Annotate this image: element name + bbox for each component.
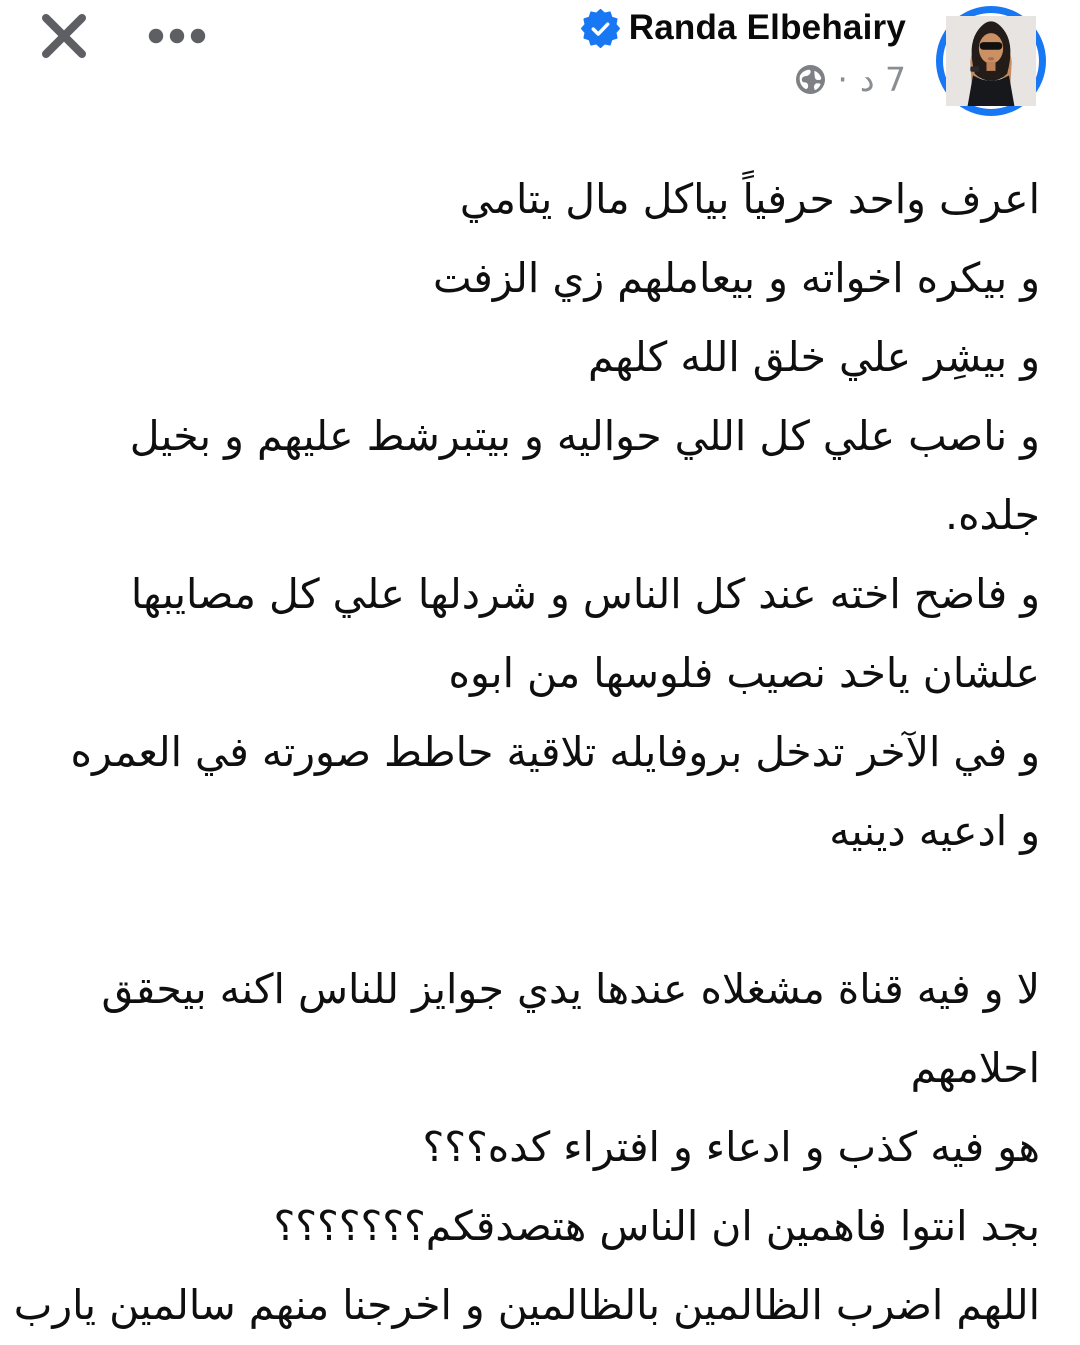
post-line: اعرف واحد حرفياً بياكل مال يتامي [459, 175, 1040, 223]
three-dots-icon [148, 11, 206, 61]
separator-dot: · [837, 60, 848, 99]
post-line: و ناصب علي كل اللي حواليه و بيتبرشط عليهم و بخيل جلده. [129, 412, 1040, 539]
timestamp: 7 د [859, 60, 906, 99]
post-line: و بيشِر علي خلق الله كلهم [588, 333, 1040, 381]
profile-name[interactable]: Randa Elbehairy [628, 8, 906, 47]
more-options-button[interactable] [148, 11, 206, 61]
globe-public-icon [796, 65, 825, 94]
post-line: و فاضح اخته عند كل الناس و شردلها علي كل مصايبها علشان ياخد نصيب فلوسها من ابوه [130, 570, 1040, 697]
post-text [0, 132, 1080, 1345]
avatar[interactable] [936, 6, 1046, 116]
post-line: لا و فيه قناة مشغلاه عندها يدي جوايز للناس اكنه بيحقق احلامهم [101, 965, 1040, 1092]
post-line: و في الآخر تدخل بروفايله تلاقية حاطط صورته في العمره و ادعيه دينيه [70, 728, 1040, 855]
avatar-photo [946, 16, 1036, 106]
verified-badge-icon [582, 10, 619, 47]
post-line: و بيكره اخواته و بيعاملهم زي الزفت [432, 254, 1040, 302]
timestamp-row [796, 60, 906, 99]
name-row [582, 8, 906, 48]
identity-block [582, 8, 906, 99]
close-button[interactable] [38, 10, 90, 62]
post-paragraphs [50, 160, 1040, 1266]
post-line: بجد انتوا فاهمين ان الناس هتصدقكم؟؟؟؟؟؟؟ [273, 1202, 1040, 1250]
post-line [50, 871, 1040, 950]
post-line-closing [13, 1266, 1040, 1345]
close-x-icon [38, 10, 90, 62]
post-header [0, 0, 1080, 132]
header-actions [38, 10, 206, 62]
post-line: هو فيه كذب و ادعاء و افتراء كده؟؟؟ [422, 1123, 1040, 1171]
closing-text: اللهم اضرب الظالمين بالظالمين و اخرجنا منهم سالمين يارب [13, 1281, 1040, 1329]
